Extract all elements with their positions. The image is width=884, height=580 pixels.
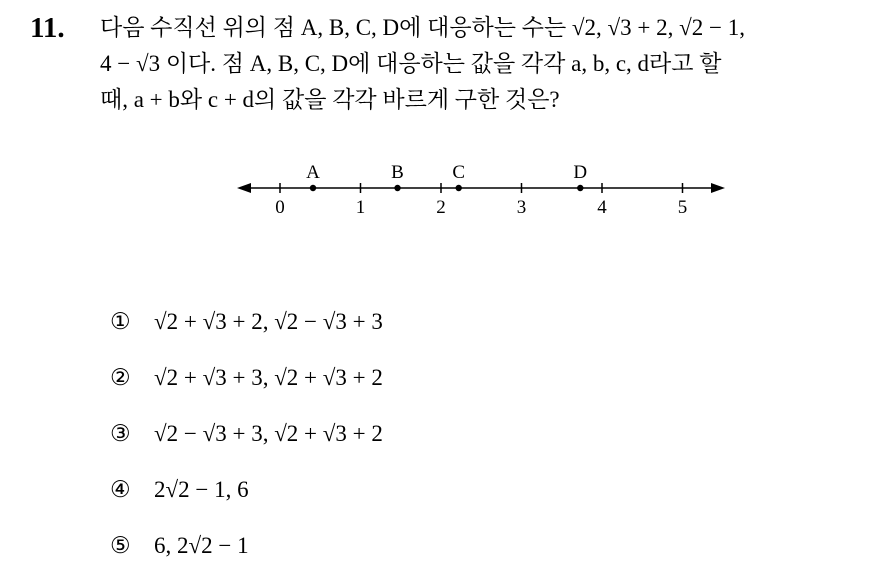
tick-label: 2 xyxy=(436,197,446,218)
stem-line: 때, a + b와 c + d의 값을 각각 바르게 구한 것은? xyxy=(100,87,560,112)
tick-label: 4 xyxy=(597,197,607,218)
number-line-svg xyxy=(235,156,735,226)
question-number: 11. xyxy=(30,12,65,44)
choice-text: 2√2 − 1, 6 xyxy=(154,477,249,502)
number-line-figure xyxy=(235,156,735,226)
question-stem xyxy=(100,10,870,118)
choice-text: 6, 2√2 − 1 xyxy=(154,533,249,558)
point-d-label: D xyxy=(573,162,588,183)
point-b-label: B xyxy=(391,162,404,183)
choice-4[interactable] xyxy=(110,468,383,524)
tick-label: 3 xyxy=(516,197,527,218)
point-c-dot xyxy=(456,185,462,191)
choice-text: √2 − √3 + 3, √2 + √3 + 2 xyxy=(154,421,383,446)
point-d-dot xyxy=(577,185,583,191)
choice-marker: ④ xyxy=(110,477,131,502)
choice-3[interactable] xyxy=(110,412,383,468)
choice-5[interactable] xyxy=(110,524,383,580)
point-a-label: A xyxy=(306,162,320,183)
point-c-label: C xyxy=(452,162,466,183)
point-b-dot xyxy=(394,185,400,191)
choice-1[interactable] xyxy=(110,300,383,356)
choice-marker: ③ xyxy=(110,421,131,446)
choice-marker: ② xyxy=(110,365,131,390)
tick-label: 0 xyxy=(275,197,285,218)
choice-2[interactable] xyxy=(110,356,383,412)
choice-marker: ① xyxy=(110,309,131,334)
stem-line: 다음 수직선 위의 점 A, B, C, D에 대응하는 수는 √2, √3 + 2, √2 − 1, xyxy=(100,15,745,40)
answer-choices xyxy=(110,300,383,580)
stem-line: 4 − √3 이다. 점 A, B, C, D에 대응하는 값을 각각 a, b, c, d라고 할 xyxy=(100,51,722,76)
tick-label: 5 xyxy=(677,197,688,218)
right-arrow-icon xyxy=(711,183,725,193)
choice-text: √2 + √3 + 2, √2 − √3 + 3 xyxy=(154,309,383,334)
tick-label: 1 xyxy=(355,197,366,218)
point-a-dot xyxy=(310,185,316,191)
choice-text: √2 + √3 + 3, √2 + √3 + 2 xyxy=(154,365,383,390)
left-arrow-icon xyxy=(237,183,251,193)
point-group xyxy=(306,162,587,191)
choice-marker: ⑤ xyxy=(110,533,131,558)
